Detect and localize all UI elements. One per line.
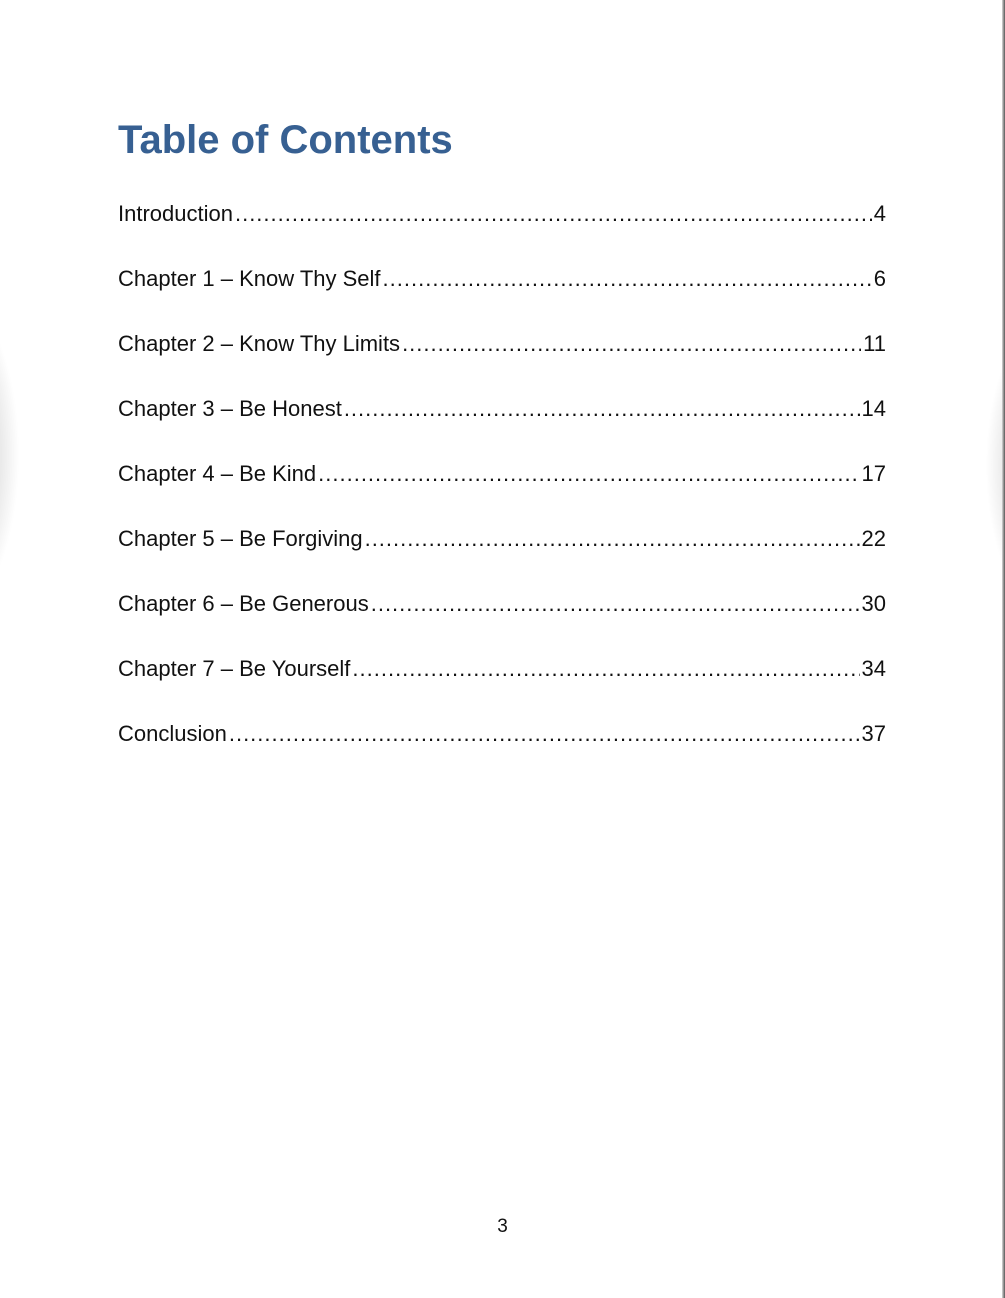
- toc-dot-leader: [402, 326, 861, 362]
- toc-dot-leader: [352, 651, 859, 687]
- toc-entry-conclusion[interactable]: [118, 716, 886, 781]
- toc-entry-chapter-7[interactable]: [118, 651, 886, 716]
- toc-entry-introduction[interactable]: [118, 196, 886, 261]
- toc-entry-chapter-2[interactable]: [118, 326, 886, 391]
- toc-entry-page: 11: [863, 331, 886, 356]
- toc-entry-page: 34: [861, 656, 886, 681]
- toc-entry-label: Conclusion: [118, 721, 227, 746]
- toc-entry-chapter-1[interactable]: [118, 261, 886, 326]
- toc-entry-label: Chapter 4 – Be Kind: [118, 461, 317, 486]
- toc-entry-page: 22: [861, 526, 886, 551]
- toc-entry-label: Chapter 5 – Be Forgiving: [118, 526, 363, 551]
- toc-entry-chapter-6[interactable]: [118, 586, 886, 651]
- toc-dot-leader: [365, 521, 860, 557]
- toc-dot-leader: [383, 261, 872, 297]
- page-curl-shadow-left: [0, 280, 20, 630]
- toc-entry-label: Chapter 2 – Know Thy Limits: [118, 331, 401, 356]
- toc-entry-page: 14: [861, 396, 886, 421]
- toc-dot-leader: [229, 716, 860, 752]
- toc-entry-label: Chapter 3 – Be Honest: [118, 396, 342, 421]
- page-title: Table of Contents: [118, 118, 453, 162]
- toc-entry-chapter-4[interactable]: [118, 456, 886, 521]
- toc-entry-chapter-3[interactable]: [118, 391, 886, 456]
- toc-entry-label: Chapter 7 – Be Yourself: [118, 656, 351, 681]
- toc-entry-page: 4: [873, 201, 886, 226]
- toc-entry-page: 17: [861, 461, 886, 486]
- toc-dot-leader: [235, 196, 872, 232]
- toc-entry-page: 6: [873, 266, 886, 291]
- toc-entry-label: Chapter 1 – Know Thy Self: [118, 266, 381, 291]
- table-of-contents: [118, 196, 886, 781]
- toc-dot-leader: [344, 391, 860, 427]
- page-number: 3: [497, 1216, 508, 1237]
- toc-dot-leader: [371, 586, 860, 622]
- toc-entry-page: 30: [861, 591, 886, 616]
- toc-entry-label: Introduction: [118, 201, 233, 226]
- toc-entry-label: Chapter 6 – Be Generous: [118, 591, 369, 616]
- toc-entry-chapter-5[interactable]: [118, 521, 886, 586]
- toc-entry-page: 37: [861, 721, 886, 746]
- toc-dot-leader: [318, 456, 859, 492]
